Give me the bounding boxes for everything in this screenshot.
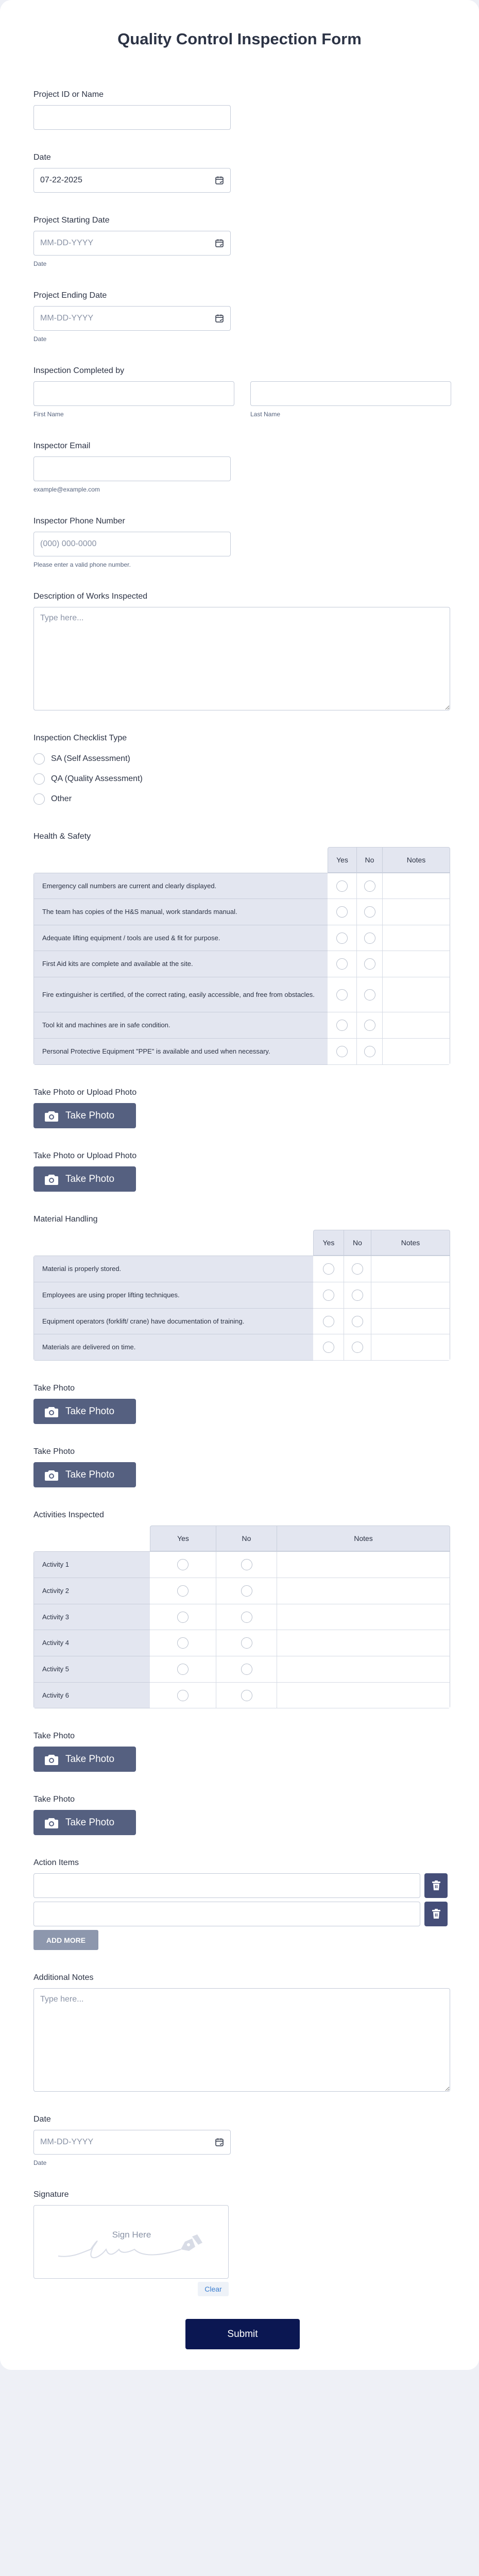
first-name-sublabel: First Name — [33, 411, 64, 418]
last-name-input[interactable] — [250, 381, 451, 406]
camera-icon — [45, 1754, 58, 1765]
first-name-input[interactable] — [33, 381, 234, 406]
phone-input[interactable] — [33, 532, 231, 556]
no-cell[interactable] — [216, 1630, 277, 1656]
additional-notes-textarea[interactable] — [33, 1988, 450, 2092]
matrix-row — [33, 977, 450, 1012]
take-photo-label: Take Photo — [65, 1817, 115, 1828]
notes-cell[interactable] — [383, 1012, 450, 1039]
no-radio[interactable] — [364, 989, 375, 1001]
yes-radio[interactable] — [336, 989, 348, 1001]
checklist-type-label: Inspection Checklist Type — [33, 734, 127, 742]
matrix-body — [33, 1256, 450, 1361]
action-item-input[interactable] — [33, 1873, 420, 1898]
matrix-row — [33, 1334, 450, 1361]
no-radio[interactable] — [241, 1585, 252, 1597]
material-handling-label: Material Handling — [33, 1215, 98, 1224]
matrix-row — [33, 1039, 450, 1065]
yes-radio[interactable] — [336, 880, 348, 892]
notes-cell[interactable] — [383, 977, 450, 1012]
photo4-label: Take Photo — [33, 1447, 75, 1456]
date-input[interactable] — [33, 168, 231, 193]
yes-radio[interactable] — [177, 1637, 189, 1649]
start-date-label: Project Starting Date — [33, 216, 110, 225]
no-radio[interactable] — [241, 1612, 252, 1623]
start-date-placeholder: MM-DD-YYYY — [40, 239, 94, 247]
yes-radio[interactable] — [323, 1290, 334, 1301]
no-radio[interactable] — [352, 1290, 363, 1301]
yes-radio[interactable] — [177, 1559, 189, 1570]
row-label: Activity 4 — [33, 1630, 150, 1656]
matrix-row — [33, 951, 450, 977]
row-label: Fire extinguisher is certified, of the correct rating, easily accessible, and free from obstacles. — [33, 977, 328, 1012]
no-radio[interactable] — [352, 1342, 363, 1353]
end-date-input[interactable] — [33, 306, 231, 331]
yes-cell[interactable] — [313, 1282, 344, 1309]
take-photo-label: Take Photo — [65, 1110, 115, 1121]
matrix-row — [33, 1552, 450, 1578]
end-date-label: Project Ending Date — [33, 291, 107, 300]
action-item-input[interactable] — [33, 1902, 420, 1926]
no-radio[interactable] — [241, 1637, 252, 1649]
column-header: Yes — [150, 1526, 216, 1551]
submit-button[interactable]: Submit — [185, 2319, 300, 2349]
column-header: Notes — [371, 1230, 450, 1256]
delete-row-button[interactable] — [424, 1873, 448, 1898]
camera-icon — [45, 1174, 58, 1185]
no-radio[interactable] — [364, 933, 375, 944]
matrix-row — [33, 1256, 450, 1282]
no-cell[interactable] — [216, 1683, 277, 1708]
date2-placeholder: MM-DD-YYYY — [40, 2138, 94, 2146]
no-cell[interactable] — [216, 1578, 277, 1604]
notes-cell[interactable] — [277, 1683, 450, 1708]
pen-icon — [181, 2234, 202, 2251]
row-label: Activity 6 — [33, 1683, 150, 1708]
description-label: Description of Works Inspected — [33, 592, 148, 601]
photo6-label: Take Photo — [33, 1795, 75, 1804]
camera-icon — [45, 1469, 58, 1481]
camera-icon — [45, 1817, 58, 1828]
take-photo-button[interactable] — [33, 1747, 136, 1772]
column-header: Yes — [313, 1230, 344, 1256]
project-id-input[interactable] — [33, 105, 231, 130]
notes-cell[interactable] — [277, 1552, 450, 1578]
radio-circle[interactable] — [33, 793, 45, 805]
column-header: Notes — [383, 847, 450, 873]
no-radio[interactable] — [352, 1263, 363, 1275]
matrix-row — [33, 1630, 450, 1656]
signature-label: Signature — [33, 2190, 69, 2199]
photo3-label: Take Photo — [33, 1384, 75, 1393]
activities-matrix — [33, 1526, 450, 1708]
calendar-icon[interactable] — [215, 2138, 224, 2147]
no-radio[interactable] — [364, 906, 375, 918]
additional-notes-label: Additional Notes — [33, 1973, 94, 1982]
yes-cell[interactable] — [150, 1656, 216, 1683]
calendar-icon[interactable] — [215, 239, 224, 248]
no-cell[interactable] — [344, 1256, 371, 1282]
take-photo-label: Take Photo — [65, 1753, 115, 1765]
row-label: Activity 5 — [33, 1656, 150, 1683]
radio-label: QA (Quality Assessment) — [51, 774, 143, 783]
no-radio[interactable] — [364, 880, 375, 892]
no-cell[interactable] — [357, 977, 383, 1012]
row-label: Activity 2 — [33, 1578, 150, 1604]
matrix-row — [33, 1656, 450, 1683]
email-sublabel: example@example.com — [33, 486, 100, 493]
notes-cell[interactable] — [371, 1282, 450, 1309]
description-textarea[interactable] — [33, 607, 450, 710]
row-label: First Aid kits are complete and available at the site. — [33, 951, 328, 977]
date2-input[interactable] — [33, 2130, 231, 2155]
row-label: The team has copies of the H&S manual, work standards manual. — [33, 899, 328, 925]
yes-radio[interactable] — [177, 1664, 189, 1675]
take-photo-button[interactable] — [33, 1399, 136, 1424]
email-label: Inspector Email — [33, 442, 91, 450]
row-label: Equipment operators (forklift/ crane) have documentation of training. — [33, 1309, 313, 1334]
yes-cell[interactable] — [328, 873, 357, 899]
yes-cell[interactable] — [313, 1309, 344, 1334]
matrix-row — [33, 899, 450, 925]
yes-radio[interactable] — [336, 1046, 348, 1057]
no-cell[interactable] — [344, 1309, 371, 1334]
row-label: Tool kit and machines are in safe condition. — [33, 1012, 328, 1039]
yes-radio[interactable] — [336, 933, 348, 944]
no-radio[interactable] — [364, 1020, 375, 1031]
activities-label: Activities Inspected — [33, 1511, 104, 1519]
radio-label: Other — [51, 794, 72, 803]
radio-qa[interactable] — [33, 769, 450, 789]
notes-cell[interactable] — [383, 873, 450, 899]
radio-circle[interactable] — [33, 753, 45, 765]
material-handling-matrix — [33, 1230, 450, 1361]
matrix-row — [33, 1012, 450, 1039]
matrix-row — [33, 1578, 450, 1604]
take-photo-label: Take Photo — [65, 1173, 115, 1184]
trash-icon — [432, 1909, 441, 1919]
no-cell[interactable] — [357, 1012, 383, 1039]
notes-cell[interactable] — [277, 1604, 450, 1630]
yes-radio[interactable] — [177, 1690, 189, 1701]
yes-cell[interactable] — [328, 899, 357, 925]
radio-label: SA (Self Assessment) — [51, 754, 130, 763]
completed-by-label: Inspection Completed by — [33, 366, 125, 375]
yes-cell[interactable] — [328, 1012, 357, 1039]
take-photo-button[interactable] — [33, 1462, 136, 1487]
no-cell[interactable] — [216, 1656, 277, 1683]
yes-cell[interactable] — [150, 1552, 216, 1578]
take-photo-button[interactable] — [33, 1166, 136, 1192]
no-cell[interactable] — [357, 899, 383, 925]
row-label: Material is properly stored. — [33, 1256, 313, 1282]
no-cell[interactable] — [216, 1604, 277, 1630]
photo5-label: Take Photo — [33, 1732, 75, 1740]
action-items-label: Action Items — [33, 1858, 79, 1867]
notes-cell[interactable] — [371, 1334, 450, 1361]
end-date-placeholder: MM-DD-YYYY — [40, 314, 94, 323]
camera-icon — [45, 1110, 58, 1122]
matrix-row — [33, 1309, 450, 1334]
calendar-icon[interactable] — [215, 314, 224, 323]
notes-cell[interactable] — [277, 1630, 450, 1656]
yes-cell[interactable] — [150, 1630, 216, 1656]
matrix-row — [33, 873, 450, 899]
notes-cell[interactable] — [383, 951, 450, 977]
row-label: Emergency call numbers are current and clearly displayed. — [33, 873, 328, 899]
no-radio[interactable] — [364, 1046, 375, 1057]
health-safety-matrix — [33, 847, 450, 1065]
matrix-row — [33, 1604, 450, 1630]
matrix-header — [33, 847, 450, 873]
no-radio[interactable] — [241, 1690, 252, 1701]
yes-radio[interactable] — [323, 1316, 334, 1327]
yes-cell[interactable] — [328, 925, 357, 951]
date-value: 07-22-2025 — [40, 176, 82, 184]
radio-other[interactable] — [33, 789, 450, 809]
notes-cell[interactable] — [371, 1256, 450, 1282]
end-date-sublabel: Date — [33, 335, 47, 343]
yes-radio[interactable] — [177, 1585, 189, 1597]
row-label: Employees are using proper lifting techniques. — [33, 1282, 313, 1309]
sign-here-hint: Sign Here — [112, 2230, 151, 2240]
column-header: Notes — [277, 1526, 450, 1551]
row-label: Activity 1 — [33, 1552, 150, 1578]
no-cell[interactable] — [357, 925, 383, 951]
last-name-sublabel: Last Name — [250, 411, 281, 418]
add-more-button[interactable]: ADD MORE — [33, 1930, 98, 1950]
photo1-label: Take Photo or Upload Photo — [33, 1088, 137, 1097]
yes-radio[interactable] — [177, 1612, 189, 1623]
radio-circle[interactable] — [33, 773, 45, 785]
no-radio[interactable] — [352, 1316, 363, 1327]
row-label: Adequate lifting equipment / tools are used & fit for purpose. — [33, 925, 328, 951]
column-header: No — [216, 1526, 277, 1551]
yes-cell[interactable] — [328, 951, 357, 977]
column-header: No — [357, 847, 383, 873]
yes-radio[interactable] — [323, 1342, 334, 1353]
yes-cell[interactable] — [313, 1256, 344, 1282]
no-radio[interactable] — [241, 1664, 252, 1675]
health-safety-label: Health & Safety — [33, 832, 91, 841]
yes-radio[interactable] — [336, 958, 348, 970]
take-photo-button[interactable] — [33, 1810, 136, 1835]
column-header: No — [344, 1230, 371, 1256]
project-id-label: Project ID or Name — [33, 90, 104, 99]
start-date-sublabel: Date — [33, 260, 47, 267]
notes-cell[interactable] — [277, 1656, 450, 1683]
notes-cell[interactable] — [371, 1309, 450, 1334]
no-radio[interactable] — [241, 1559, 252, 1570]
no-cell[interactable] — [344, 1334, 371, 1361]
date-label: Date — [33, 153, 51, 162]
signature-pad[interactable] — [33, 2205, 229, 2279]
no-cell[interactable] — [357, 873, 383, 899]
trash-icon — [432, 1880, 441, 1891]
phone-label: Inspector Phone Number — [33, 517, 125, 526]
no-cell[interactable] — [357, 1039, 383, 1065]
camera-icon — [45, 1406, 58, 1417]
notes-cell[interactable] — [383, 925, 450, 951]
email-input[interactable] — [33, 456, 231, 481]
yes-cell[interactable] — [150, 1604, 216, 1630]
yes-cell[interactable] — [328, 1039, 357, 1065]
take-photo-button[interactable] — [33, 1103, 136, 1128]
yes-radio[interactable] — [323, 1263, 334, 1275]
take-photo-label: Take Photo — [65, 1405, 115, 1417]
matrix-body — [33, 1551, 450, 1708]
radio-sa[interactable] — [33, 749, 450, 769]
date2-label: Date — [33, 2115, 51, 2124]
no-radio[interactable] — [364, 958, 375, 970]
yes-cell[interactable] — [313, 1334, 344, 1361]
row-label: Personal Protective Equipment "PPE" is available and used when necessary. — [33, 1039, 328, 1065]
notes-cell[interactable] — [383, 1039, 450, 1065]
notes-cell[interactable] — [383, 899, 450, 925]
yes-cell[interactable] — [150, 1683, 216, 1708]
no-cell[interactable] — [344, 1282, 371, 1309]
notes-cell[interactable] — [277, 1578, 450, 1604]
clear-signature-button[interactable]: Clear — [198, 2282, 229, 2296]
delete-row-button[interactable] — [424, 1902, 448, 1926]
matrix-row — [33, 1282, 450, 1309]
matrix-header — [33, 1526, 450, 1551]
matrix-row — [33, 925, 450, 951]
yes-radio[interactable] — [336, 906, 348, 918]
no-cell[interactable] — [216, 1552, 277, 1578]
yes-cell[interactable] — [328, 977, 357, 1012]
matrix-body — [33, 873, 450, 1065]
photo2-label: Take Photo or Upload Photo — [33, 1151, 137, 1160]
form-title: Quality Control Inspection Form — [117, 30, 362, 48]
date2-sublabel: Date — [33, 2159, 47, 2166]
matrix-row — [33, 1683, 450, 1708]
yes-cell[interactable] — [150, 1578, 216, 1604]
take-photo-label: Take Photo — [65, 1469, 115, 1480]
start-date-input[interactable] — [33, 231, 231, 256]
phone-sublabel: Please enter a valid phone number. — [33, 561, 131, 568]
yes-radio[interactable] — [336, 1020, 348, 1031]
matrix-header — [33, 1230, 450, 1256]
calendar-icon[interactable] — [215, 176, 224, 185]
signature-squiggle-icon — [57, 2226, 212, 2262]
no-cell[interactable] — [357, 951, 383, 977]
row-label: Activity 3 — [33, 1604, 150, 1630]
column-header: Yes — [328, 847, 357, 873]
row-label: Materials are delivered on time. — [33, 1334, 313, 1361]
